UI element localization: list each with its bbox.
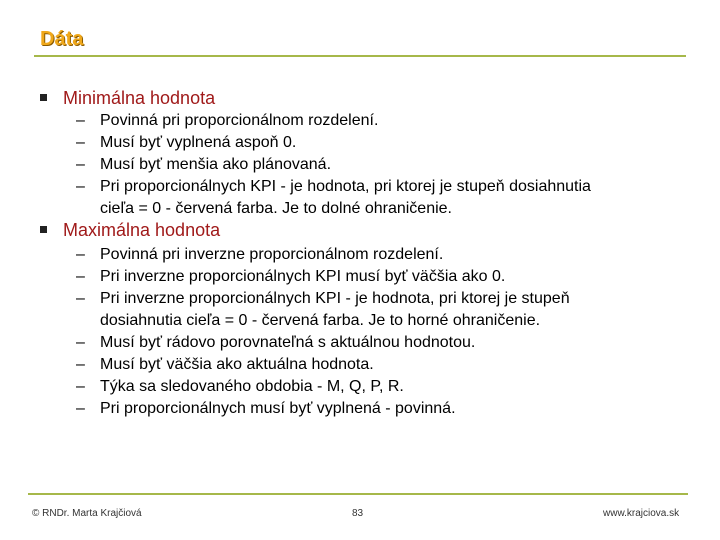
list-item bbox=[76, 354, 85, 376]
list-item-text-continued: cieľa = 0 - červená farba. Je to dolné ohraničenie. bbox=[100, 200, 452, 217]
list-item bbox=[76, 288, 85, 310]
list-item-text: Povinná pri inverzne proporcionálnom rozdelení. bbox=[100, 246, 444, 263]
list-item bbox=[76, 376, 85, 398]
square-bullet-icon bbox=[40, 226, 47, 233]
dash-bullet: – bbox=[76, 356, 85, 373]
dash-bullet: – bbox=[76, 400, 85, 417]
list-item-text: Musí byť vyplnená aspoň 0. bbox=[100, 134, 297, 151]
slide-title: Dáta bbox=[40, 28, 84, 50]
footer-divider bbox=[28, 493, 688, 495]
dash-bullet: – bbox=[76, 178, 85, 195]
dash-bullet: – bbox=[76, 112, 85, 129]
list-item bbox=[76, 176, 85, 198]
page-number: 83 bbox=[352, 508, 364, 519]
list-item-text: Pri proporcionálnych musí byť vyplnená - povinná. bbox=[100, 400, 456, 417]
dash-bullet: – bbox=[76, 290, 85, 307]
section-heading-text: Minimálna hodnota bbox=[63, 88, 216, 108]
dash-bullet: – bbox=[76, 378, 85, 395]
footer-author: © RNDr. Marta Krajčiová bbox=[32, 508, 142, 519]
list-item bbox=[76, 132, 85, 154]
list-item bbox=[76, 110, 85, 132]
list-item-text: Musí byť rádovo porovnateľná s aktuálnou hodnotou. bbox=[100, 334, 476, 351]
section-maximalna-heading bbox=[40, 220, 220, 241]
list-item-text-continued: dosiahnutia cieľa = 0 - červená farba. Je to horné ohraničenie. bbox=[100, 312, 541, 329]
list-item-text: Týka sa sledovaného obdobia - M, Q, P, R. bbox=[100, 378, 404, 395]
list-item-text: Povinná pri proporcionálnom rozdelení. bbox=[100, 112, 379, 129]
dash-bullet: – bbox=[76, 134, 85, 151]
title-divider bbox=[34, 55, 686, 57]
list-item-text: Musí byť menšia ako plánovaná. bbox=[100, 156, 332, 173]
list-item-text: Musí byť väčšia ako aktuálna hodnota. bbox=[100, 356, 374, 373]
section-minimalna-heading bbox=[40, 88, 215, 109]
list-item bbox=[76, 266, 85, 288]
dash-bullet: – bbox=[76, 334, 85, 351]
dash-bullet: – bbox=[76, 156, 85, 173]
list-item bbox=[76, 398, 85, 420]
list-item-text: Pri inverzne proporcionálnych KPI - je hodnota, pri ktorej je stupeň bbox=[100, 290, 570, 307]
dash-bullet: – bbox=[76, 268, 85, 285]
dash-bullet: – bbox=[76, 246, 85, 263]
footer-website: www.krajciova.sk bbox=[603, 508, 680, 519]
list-item-text: Pri inverzne proporcionálnych KPI musí byť väčšia ako 0. bbox=[100, 268, 506, 285]
section-heading-text: Maximálna hodnota bbox=[63, 220, 221, 240]
list-item bbox=[76, 332, 85, 354]
list-item bbox=[76, 244, 85, 266]
list-item-text: Pri proporcionálnych KPI - je hodnota, pri ktorej je stupeň dosiahnutia bbox=[100, 178, 591, 195]
square-bullet-icon bbox=[40, 94, 47, 101]
list-item bbox=[76, 154, 85, 176]
